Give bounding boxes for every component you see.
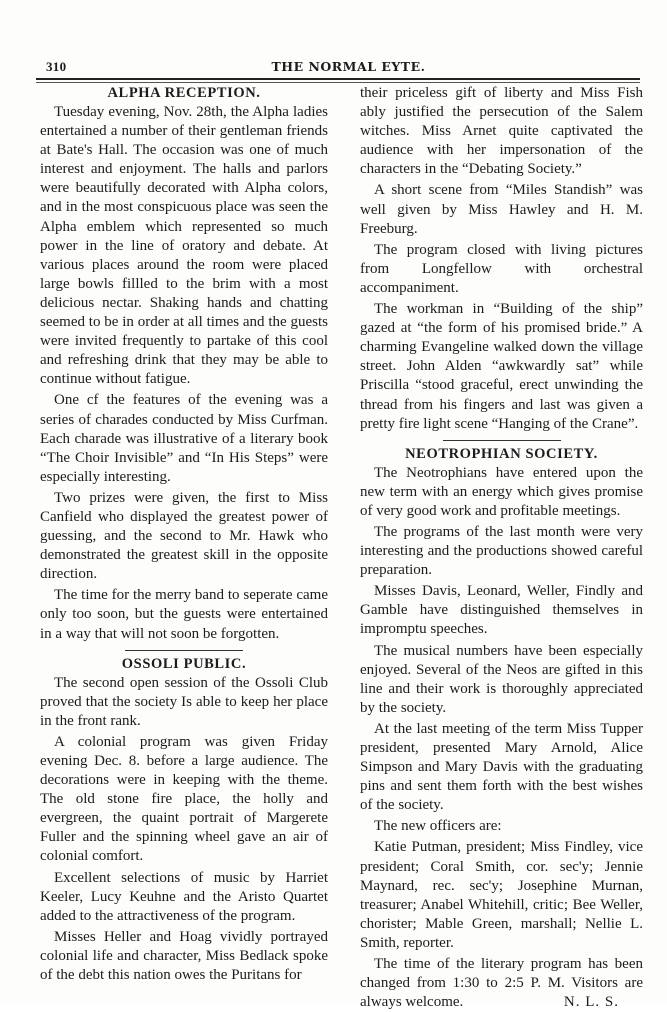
paragraph: The program closed with living pictures from Longfellow with orchestral accompaniment. [360, 241, 643, 296]
paragraph: The second open session of the Ossoli Club proved that the society Is able to keep her place in the front rank. [40, 674, 328, 729]
paragraph-continued: their priceless gift of liberty and Miss Fish ably justified the persecution of the Salem witches. Miss Arnet quite captivated the audience with her impersonation of the characters in the “Debating Society.” [360, 85, 643, 178]
paragraph: Katie Putman, president; Miss Findley, vice president; Coral Smith, cor. sec'y; Jennie Maynard, rec. sec'y; Josephine Murnan, treasurer; Anabel Whitehill, critic; Bee Weller, chorister; Mable Green, marshall; Nellie L. Smith, reporter. [360, 839, 643, 951]
section-title-alpha-reception: ALPHA RECEPTION. [107, 85, 261, 101]
paragraph: Two prizes were given, the first to Miss Canfield who displayed the greatest power of guessing, and the second to Mr. Hawk who demonstrated the greatest skill in the opposite direction. [40, 489, 328, 583]
paragraph: The Neotrophians have entered upon the new term with an energy which gives promise of very good work and profitable meetings. [360, 464, 643, 519]
paragraph: One cf the features of the evening was a series of charades conducted by Miss Curfman. Each charade was illustrative of a literary book “The Choir Invisible” and “In His Steps” were especially interesting. [40, 392, 328, 485]
paragraph: At the last meeting of the term Miss Tupper president, presented Mary Arnold, Alice Simpson and Mary Davis with the graduating pins and sent them forth with the best wishes of the society. [360, 720, 643, 814]
paragraph: A colonial program was given Friday evening Dec. 8. before a large audience. The decorations were in keeping with the theme. The old stone fire place, the holly and evergreen, the quaint portrait of Margerete Fuller and the spinning wheel gave an air of colonial comfort. [40, 733, 328, 865]
header-rule-thin [36, 82, 640, 83]
page-number: 310 [46, 59, 67, 74]
section-divider [443, 440, 561, 441]
paragraph: The workman in “Building of the ship” gazed at “the form of his promised bride.” A charming Evangeline walked down the village street. John Alden “awkwardly sat” while Priscilla “stood graceful, erect unwinding the thread from his fingers and last was given a pretty fire light scene “Hanging of the Crane”. [360, 301, 643, 432]
paragraph: Tuesday evening, Nov. 28th, the Alpha ladies entertained a number of their gentleman friends at Bate's Hall. The occasion was one of much interest and enjoyment. The halls and parlors were beautifully decorated with Alpha colors, and in the most conspicuous place was seen the Alpha emblem which represented so much power in the line of oratory and debate. At various places around the room were placed large bowls fillled to the brim with a most delicious nectar. Shaking hands and chatting seemed to be in order at all times and the guests were invited frequently to partake of this cool and refreshing drink that they may be able to continue without fatigue. [40, 104, 328, 388]
paragraph: The new officers are: [374, 818, 502, 835]
paragraph-final [360, 955, 643, 1012]
section-title-ossoli-public: OSSOLI PUBLIC. [121, 655, 247, 672]
signature: N. L. S. [563, 994, 619, 1011]
left-column [40, 84, 328, 985]
paragraph: The programs of the last month were very interesting and the productions showed careful preparation. [360, 523, 643, 579]
running-title: THE NORMAL EYTE. [271, 59, 426, 74]
section-title-neotrophian-society: NEOTROPHIAN SOCIETY. [405, 445, 598, 462]
paragraph: A short scene from “Miles Standish” was well given by Miss Hawley and H. M. Freeburg. [360, 182, 643, 237]
right-column [360, 84, 643, 1012]
section-divider [125, 650, 243, 651]
paragraph-text: The time of the literary program has been changed from 1:30 to 2:5 P. M. Visitors are always welcome. [360, 956, 643, 1011]
paragraph: The musical numbers have been especially enjoyed. Several of the Neos are gifted in this line and their work is thoroughly appreciated by the society. [360, 642, 643, 716]
paragraph: Misses Davis, Leonard, Weller, Findly and Gamble have distinguished themselves in impromptu speeches. [360, 583, 643, 638]
paragraph: Misses Heller and Hoag vividly portrayed colonial life and character, Miss Bedlack spoke of the debt this nation owes the Puritans for [40, 928, 328, 984]
header-rule-thick [36, 78, 640, 80]
paragraph: The time for the merry band to seperate came only too soon, but the guests were entertained in a way that will not soon be forgotten. [40, 587, 328, 642]
paragraph: Excellent selections of music by Harriet Keeler, Lucy Keuhne and the Aristo Quartet added to the attractiveness of the program. [40, 869, 328, 924]
